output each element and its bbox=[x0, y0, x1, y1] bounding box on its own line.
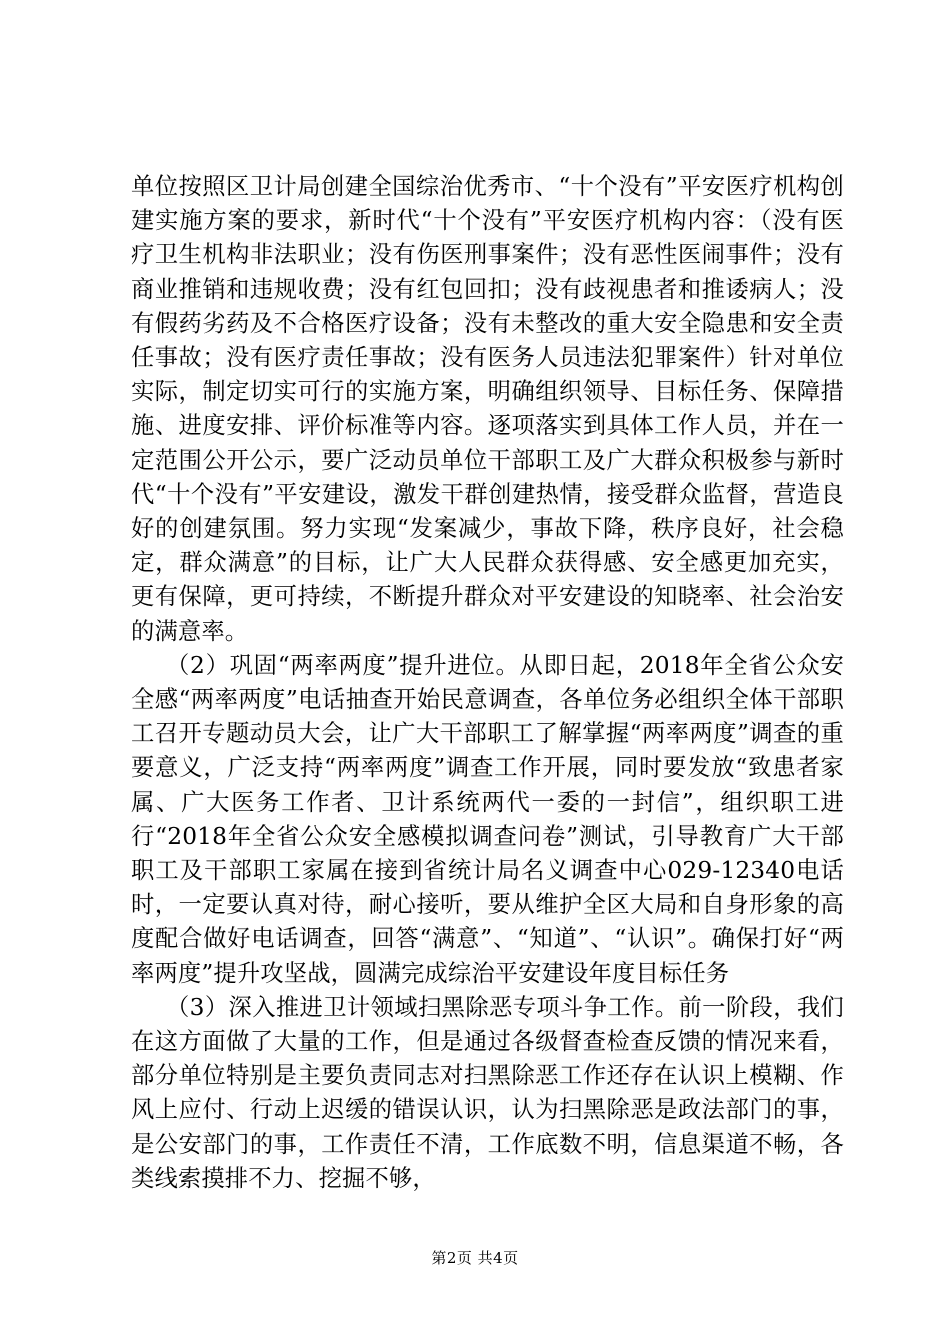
page-number-label: 第2页 共4页 bbox=[431, 1249, 519, 1267]
document-body bbox=[131, 170, 844, 1196]
paragraph-3: （3）深入推进卫计领域扫黑除恶专项斗争工作。前一阶段，我们在这方面做了大量的工作，但是通过各级督查检查反馈的情况来看，部分单位特别是主要负责同志对扫黑除恶工作还存在认识上模糊、作风上应付、行动上迟缓的错误认识，认为扫黑除恶是政法部门的事，是公安部门的事，工作责任不清，工作底数不明，信息渠道不畅，各类线索摸排不力、挖掘不够， bbox=[131, 993, 844, 1192]
paragraph-2: （2）巩固“两率两度”提升进位。从即日起，2018年全省公众安全感“两率两度”电话抽查开始民意调查，各单位务必组织全体干部职工召开专题动员大会，让广大干部职工了解掌握“两率两度”调查的重要意义，广泛支持“两率两度”调查工作开展，同时要发放“致患者家属、广大医务工作者、卫计系统两代一委的一封信”，组织职工进行“2018年全省公众安全感模拟调查问卷”测试，引导教育广大干部职工及干部职工家属在接到省统计局名义调查中心029-12340电话时，一定要认真对待，耐心接听，要从维护全区大局和自身形象的高度配合做好电话调查，回答“满意”、“知道”、“认识”。确保打好“两率两度”提升攻坚战，圆满完成综治平安建设年度目标任务 bbox=[131, 651, 844, 987]
page-footer bbox=[0, 1248, 950, 1268]
paragraph-1: 单位按照区卫计局创建全国综治优秀市、“十个没有”平安医疗机构创建实施方案的要求，新时代“十个没有”平安医疗机构内容：（没有医疗卫生机构非法职业；没有伤医刑事案件；没有恶性医闹事件；没有商业推销和违规收费；没有红包回扣；没有歧视患者和推诿病人；没有假药劣药及不合格医疗设备；没有未整改的重大安全隐患和安全责任事故；没有医疗责任事故；没有医务人员违法犯罪案件）针对单位实际，制定切实可行的实施方案，明确组织领导、目标任务、保障措施、进度安排、评价标准等内容。逐项落实到具体工作人员，并在一定范围公开公示，要广泛动员单位干部职工及广大群众积极参与新时代“十个没有”平安建设，激发干群创建热情，接受群众监督，营造良好的创建氛围。努力实现“发案减少，事故下降，秩序良好，社会稳定，群众满意”的目标，让广大人民群众获得感、安全感更加充实，更有保障，更可持续，不断提升群众对平安建设的知晓率、社会治安的满意率。 bbox=[131, 173, 844, 645]
